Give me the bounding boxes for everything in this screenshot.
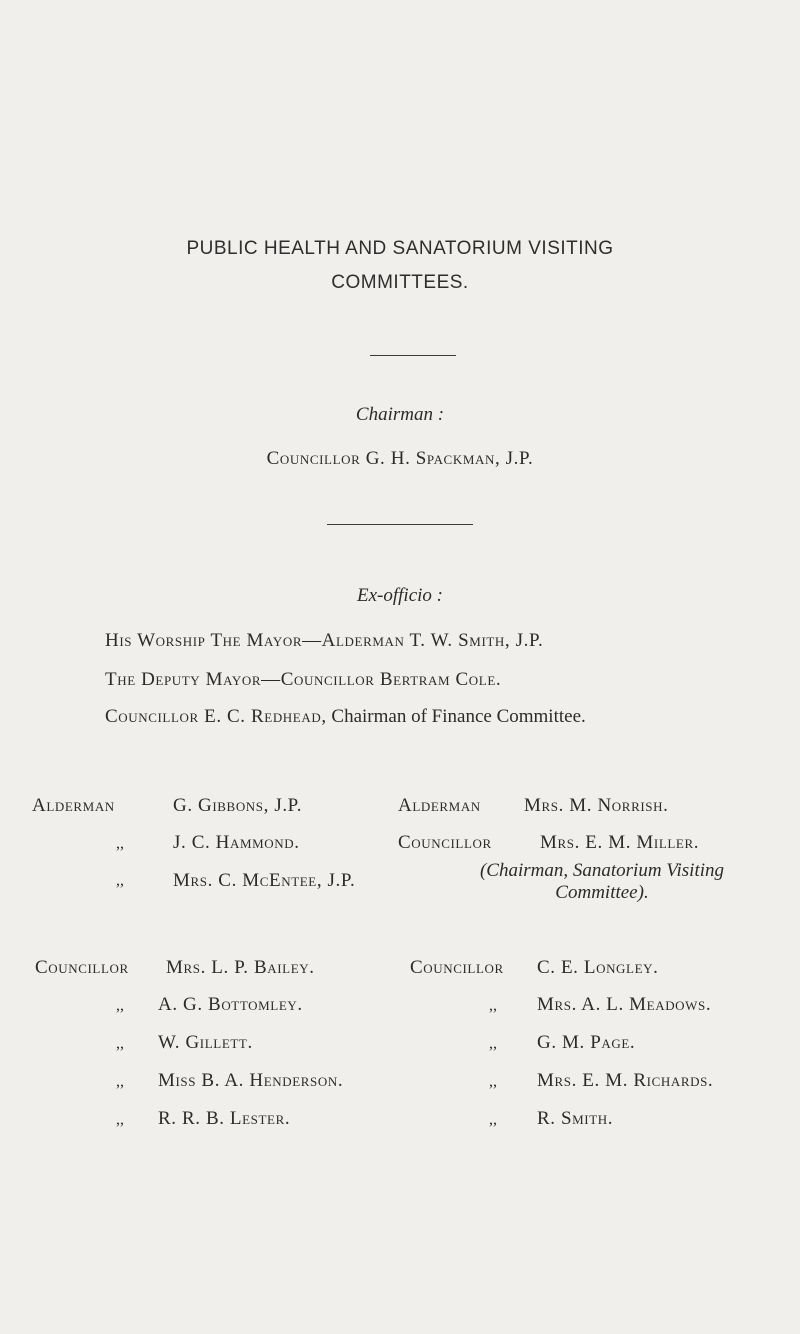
committee-note	[412, 860, 792, 904]
ditto-mark: ,,	[116, 1111, 124, 1128]
councillor-name: W. Gillett.	[158, 1032, 253, 1053]
councillor-title: Councillor	[398, 832, 492, 853]
title-line-2: COMMITTEES.	[331, 272, 469, 293]
divider-rule	[327, 524, 473, 525]
document-title	[0, 232, 800, 300]
committee-note-line: Committee).	[555, 882, 649, 903]
ditto-mark: ,,	[116, 1035, 124, 1052]
councillor-name: Mrs. A. L. Meadows.	[537, 994, 712, 1015]
councillor-name: G. M. Page.	[537, 1032, 636, 1053]
ditto-mark: ,,	[116, 997, 124, 1014]
ditto-mark: ,,	[116, 1073, 124, 1090]
ex-officio-member: His Worship The Mayor—Alderman T. W. Smith, J.P.	[105, 630, 544, 651]
councillor-name: Miss B. A. Henderson.	[158, 1070, 344, 1091]
alderman-name: Mrs. M. Norrish.	[524, 795, 669, 816]
ditto-mark: ,,	[489, 1111, 497, 1128]
ditto-mark: ,,	[116, 872, 124, 889]
councillor-name: Mrs. L. P. Bailey.	[166, 957, 315, 978]
ex-officio-label: Ex-officio :	[357, 585, 443, 606]
ditto-mark: ,,	[489, 1035, 497, 1052]
councillor-name: Mrs. E. M. Richards.	[537, 1070, 714, 1091]
alderman-name: Mrs. C. McEntee, J.P.	[173, 870, 356, 891]
councillor-title: Councillor	[35, 957, 129, 978]
chairman-label: Chairman :	[355, 404, 445, 425]
councillor-name: Mrs. E. M. Miller.	[540, 832, 700, 853]
divider-rule	[370, 355, 456, 356]
councillor-name: C. E. Longley.	[537, 957, 659, 978]
ex-officio-member	[105, 706, 586, 728]
alderman-name: J. C. Hammond.	[173, 832, 300, 853]
ditto-mark: ,,	[489, 997, 497, 1014]
councillor-name: R. Smith.	[537, 1108, 614, 1129]
alderman-title: Alderman	[32, 795, 115, 816]
councillor-name: A. G. Bottomley.	[158, 994, 303, 1015]
alderman-title: Alderman	[398, 795, 481, 816]
alderman-name: G. Gibbons, J.P.	[173, 795, 303, 816]
councillor-title: Councillor	[410, 957, 504, 978]
title-line-1: PUBLIC HEALTH AND SANATORIUM VISITING	[186, 238, 614, 259]
councillor-name: R. R. B. Lester.	[158, 1108, 291, 1129]
ex-officio-member-role: Chairman of Finance Committee.	[331, 706, 586, 727]
ex-officio-member-name: Councillor E. C. Redhead,	[105, 706, 327, 727]
committee-note-line: (Chairman, Sanatorium Visiting	[479, 860, 725, 881]
ditto-mark: ,,	[116, 835, 124, 852]
ditto-mark: ,,	[489, 1073, 497, 1090]
ex-officio-member: The Deputy Mayor—Councillor Bertram Cole.	[105, 669, 502, 690]
chairman-name: Councillor G. H. Spackman, J.P.	[266, 448, 534, 469]
